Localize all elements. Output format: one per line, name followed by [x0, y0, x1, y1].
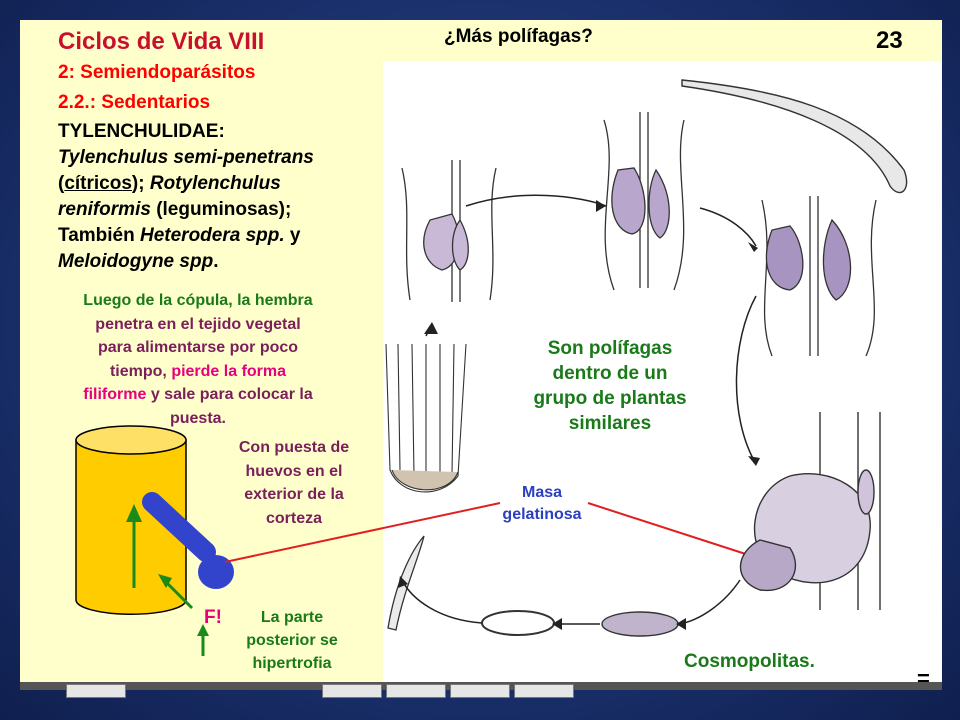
subtitle-sedentarios: 2.2.: Sedentarios: [58, 92, 211, 113]
gall-egg-mass-icon: [740, 412, 880, 610]
species-line-3: reniformis (leguminosas);: [58, 199, 292, 220]
root-tip-icon: [386, 344, 466, 492]
thumbnail-tab[interactable]: [450, 684, 510, 698]
life-cycle-illustration: [20, 20, 942, 682]
species-line-5: Meloidogyne spp.: [58, 251, 219, 272]
thumbnail-tab[interactable]: [322, 684, 382, 698]
root-stage-3: [762, 196, 876, 356]
root-stage-1: [402, 160, 496, 302]
thumbnail-tab[interactable]: [514, 684, 574, 698]
slide-canvas: [20, 20, 942, 682]
root-stage-2: [604, 112, 684, 290]
species-line-2: (cítricos); Rotylenchulus: [58, 173, 281, 194]
family-name: TYLENCHULIDAE:: [58, 121, 225, 142]
nematode-juvenile-icon: [682, 80, 907, 193]
gelatinous-mass-label: Masa gelatinosa: [502, 484, 582, 523]
egg-icon: [602, 612, 678, 636]
subtitle-semiendoparasitos: 2: Semiendoparásitos: [58, 62, 256, 83]
slide-title: Ciclos de Vida VIII: [58, 28, 265, 55]
juvenile-in-egg-icon: [482, 611, 554, 635]
copula-description: Luego de la cópula, la hembra penetra en el tejido vegetal para alimentarse por poco tiempo, pierde la forma filiforme y sale para colocar la puesta.: [83, 292, 313, 427]
slide-question: ¿Más polífagas?: [444, 26, 593, 47]
thumbnail-tab[interactable]: [66, 684, 126, 698]
pointer-line-right: [588, 503, 758, 558]
species-line-1: Tylenchulus semi-penetrans: [58, 147, 314, 168]
posterior-note: La parte posterior se hipertrofia: [246, 609, 338, 672]
f-label: F!: [204, 607, 222, 628]
thumbnail-strip: [66, 684, 586, 696]
equal-sign: =: [917, 666, 930, 682]
cosmopolitan-label: Cosmopolitas.: [684, 651, 815, 672]
thumbnail-tab[interactable]: [386, 684, 446, 698]
pointer-line-left: [225, 503, 500, 562]
species-line-4: También Heterodera spp. y: [58, 225, 301, 246]
egg-laying-note: Con puesta de huevos en el exterior de la corteza: [238, 439, 350, 527]
polyphagy-note: Son polífagas dentro de un grupo de plantas similares: [533, 338, 687, 434]
slide-number: 23: [876, 27, 903, 54]
